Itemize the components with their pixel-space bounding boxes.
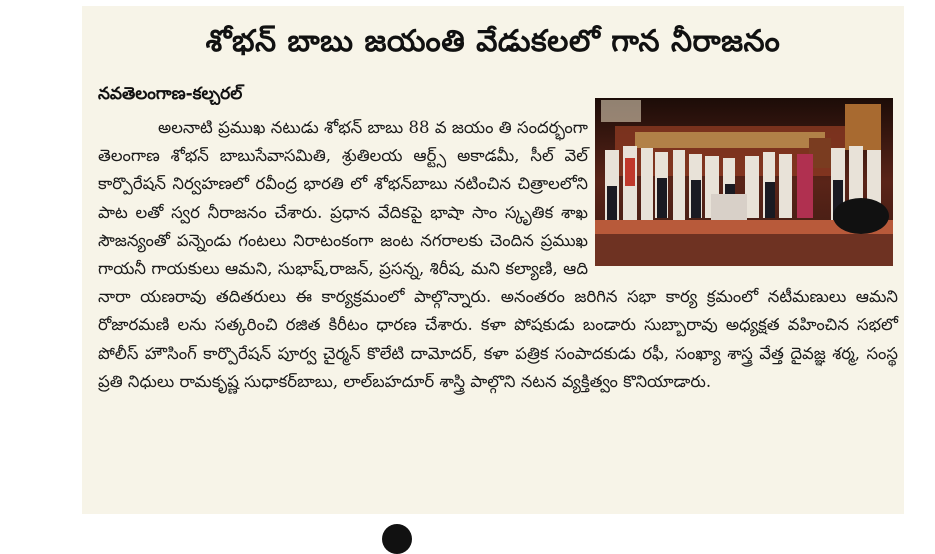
photo-spacer — [588, 114, 898, 274]
headline: శోభన్ బాబు జయంతి వేడుకలలో గాన నీరాజనం — [205, 24, 781, 59]
article-body-text: అలనాటి ప్రముఖ నటుడు శోభన్ బాబు 88 వ జయం తి సందర్భంగా తెలంగాణ శోభన్ బాబుసేవాసమితి, శ్రుతిలయ ఆర్ట్స్ అకాడమీ, సీల్ వెల్ కార్పొరేషన్ నిర్వహణలో రవీంద్ర భారతి లో శోభన్‌బాబు నటించిన చిత్రాలలోని పాట లతో స్వర నీరాజనం చేశారు. ప్రధాన వేదికపై భాషా సాం స్కృతిక శాఖ సౌజన్యంతో పన్నెండు గంటలు నిరాటంకంగా జంట నగరాలకు చెందిన ప్రముఖ గాయనీ గాయకులు ఆమని, సుభాష్,రాజన్, ప్రసన్న, శిరీష, మని కల్యాణి, ఆది నారా యణరావు తదితరులు ఈ కార్యక్రమంలో పాల్గొన్నారు. అనంతరం జరిగిన సభా కార్య క్రమంలో నటీమణులు ఆమని రోజారమణి లను సత్కరించి రజిత కిరీటం ధారణ చేశారు. కళా పోషకుడు బండారు సుబ్బారావు అధ్యక్షత వహించిన సభలో పోలీస్ హౌసింగ్ కార్పొరేషన్ పూర్వ చైర్మన్ కొలేటి దామోదర్, కళా పత్రిక సంపాదకుడు రఫీ, సంఖ్యా శాస్త్ర వేత్త దైవజ్ఞ శర్మ, సంస్థ ప్రతి నిధులు రామకృష్ణ సుధాకర్‌బాబు, లాల్‌బహదూర్ శాస్త్రి పాల్గొని నటన వ్యక్తిత్వం కొనియాడారు. — [98, 118, 898, 391]
page-marker-dot — [382, 524, 412, 554]
dateline: నవతెలంగాణ-కల్చరల్ — [98, 84, 243, 104]
article-body — [98, 114, 898, 396]
news-clipping — [82, 6, 904, 514]
